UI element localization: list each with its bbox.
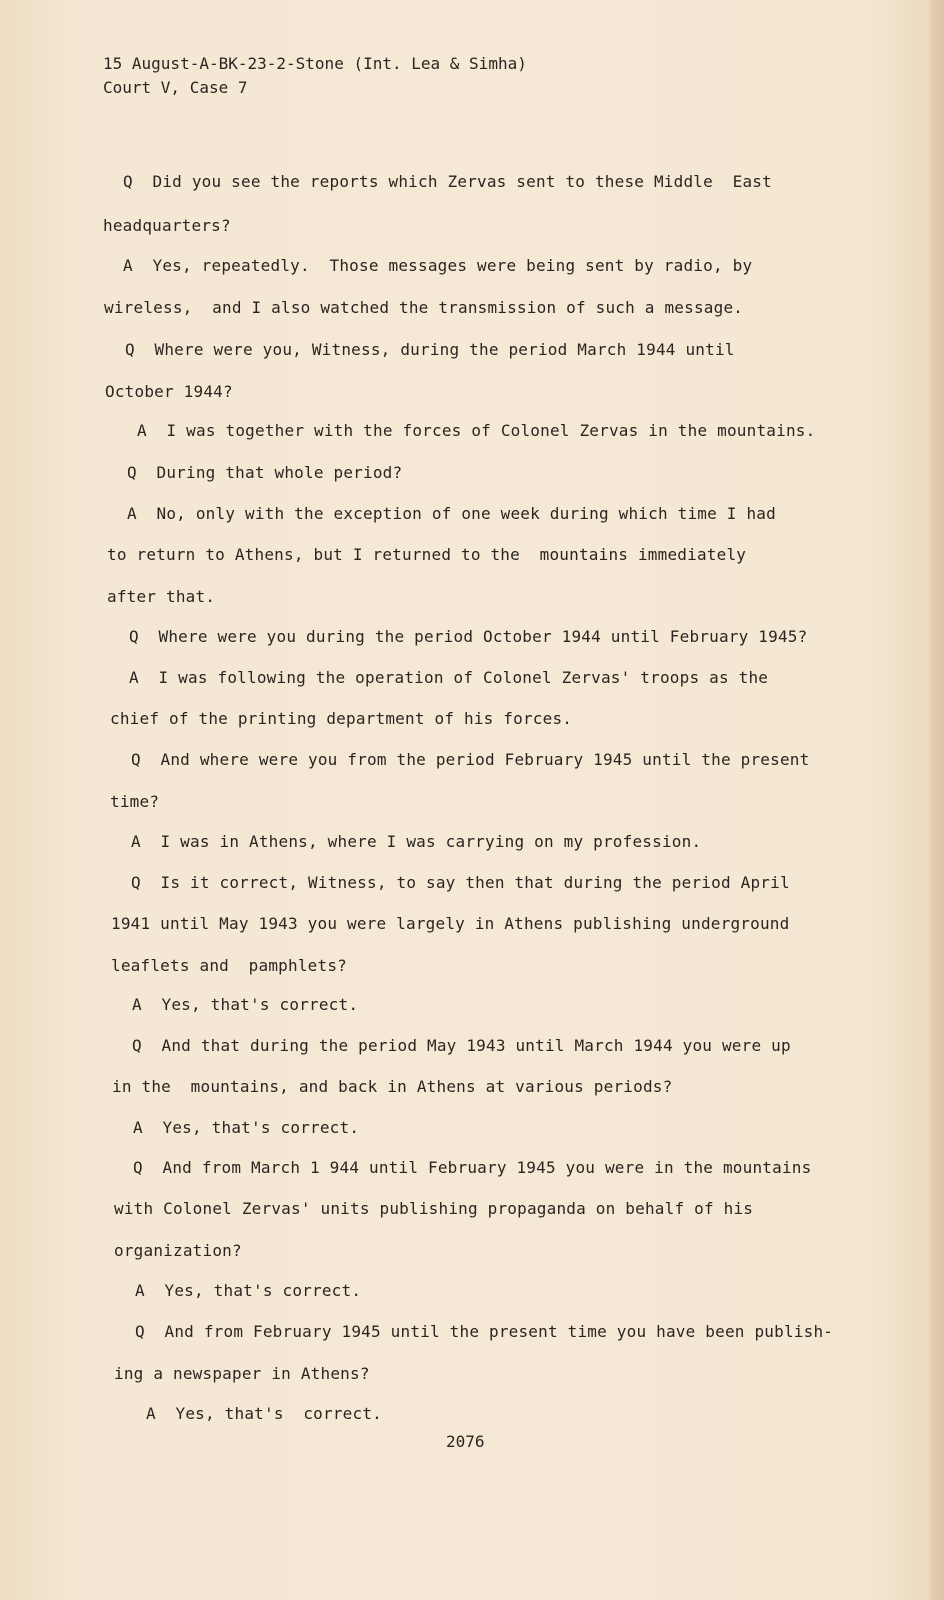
transcript-line: after that.: [107, 587, 216, 606]
transcript-line: A Yes, that's correct.: [133, 1118, 360, 1137]
transcript-line: A No, only with the exception of one week during which time I had: [127, 504, 776, 523]
transcript-line: with Colonel Zervas' units publishing propaganda on behalf of his: [114, 1199, 754, 1218]
transcript-line: Q And where were you from the period February 1945 until the present: [131, 750, 810, 769]
transcript-line: A I was together with the forces of Colonel Zervas in the mountains.: [137, 421, 816, 440]
transcript-line: A Yes, that's correct.: [135, 1281, 362, 1300]
transcript-line: time?: [110, 792, 160, 811]
transcript-line: 1941 until May 1943 you were largely in Athens publishing underground: [111, 914, 790, 933]
transcript-line: A Yes, repeatedly. Those messages were being sent by radio, by: [123, 256, 753, 275]
transcript-line: organization?: [114, 1241, 242, 1260]
transcript-line: A Yes, that's correct.: [146, 1404, 382, 1423]
transcript-line: Q Did you see the reports which Zervas sent to these Middle East: [123, 172, 772, 191]
transcript-line: Q Where were you during the period October 1944 until February 1945?: [129, 627, 808, 646]
transcript-line: leaflets and pamphlets?: [111, 956, 347, 975]
header-reference: 15 August-A-BK-23-2-Stone (Int. Lea & Simha): [103, 54, 527, 73]
transcript-line: headquarters?: [103, 216, 231, 235]
transcript-line: October 1944?: [105, 382, 233, 401]
transcript-line: A I was in Athens, where I was carrying on my profession.: [131, 832, 702, 851]
transcript-line: Q And from March 1 944 until February 1945 you were in the mountains: [133, 1158, 812, 1177]
transcript-line: chief of the printing department of his forces.: [110, 709, 573, 728]
page-edge: [930, 0, 944, 1600]
transcript-line: ing a newspaper in Athens?: [114, 1364, 370, 1383]
document-header: [103, 52, 527, 100]
transcript-line: A I was following the operation of Colonel Zervas' troops as the: [129, 668, 769, 687]
transcript-line: Q During that whole period?: [127, 463, 403, 482]
page-number: 2076: [446, 1432, 485, 1451]
transcript-line: wireless, and I also watched the transmission of such a message.: [104, 298, 744, 317]
header-court: Court V, Case 7: [103, 78, 248, 97]
transcript-line: Q Where were you, Witness, during the period March 1944 until: [125, 340, 735, 359]
transcript-line: A Yes, that's correct.: [132, 995, 359, 1014]
transcript-line: Q And that during the period May 1943 until March 1944 you were up: [132, 1036, 791, 1055]
transcript-line: to return to Athens, but I returned to the mountains immediately: [107, 545, 747, 564]
transcript-line: Q Is it correct, Witness, to say then that during the period April: [131, 873, 790, 892]
transcript-line: Q And from February 1945 until the present time you have been publish-: [135, 1322, 834, 1341]
transcript-line: in the mountains, and back in Athens at various periods?: [112, 1077, 673, 1096]
